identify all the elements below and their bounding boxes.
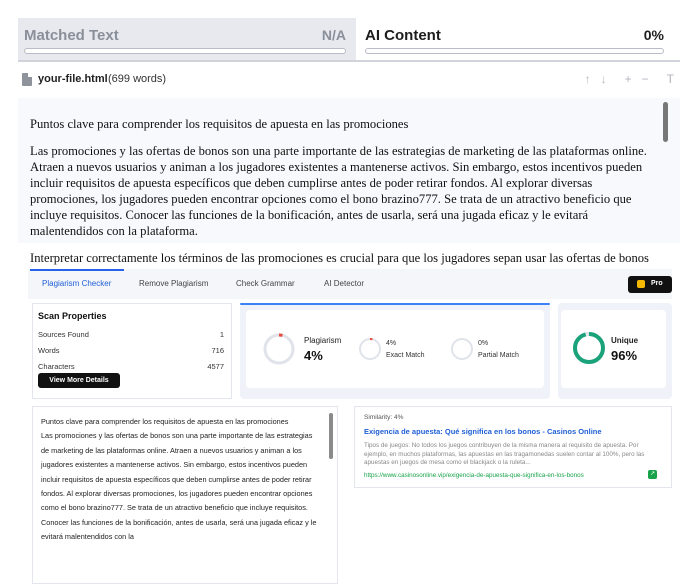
pro-button[interactable] (628, 276, 672, 293)
scan-row-label: Sources Found (38, 330, 89, 339)
file-icon (22, 73, 32, 86)
plus-icon[interactable]: + (624, 72, 632, 86)
stats-card (246, 310, 544, 388)
ai-content-panel (0, 0, 700, 265)
partial-match-ring (450, 337, 474, 361)
ai-content-progress-bar (365, 48, 664, 54)
external-link-icon[interactable]: ↗ (649, 471, 656, 477)
document-paragraph: Las promociones y las ofertas de bonos son una parte importante de las estrategias de marketing de las plataformas online. Atraen a nuevos usuarios y animan a los jugadores existentes a mantenerse activos. Sin embargo, estos incentivos pueden incluir requisitos de apuesta específicos que deben cumplirse antes de poder retirar fondos. Al explorar diversas promociones, los jugadores pueden encontrar opciones como el bono brazino777. Se trata de un atractivo beneficio que incluye requisitos. Conocer las funciones de la bonificación, antes de usarla, será una jugada eficaz y le evitará malentendidos con la plataforma. (30, 144, 647, 238)
unique-ring-fill (575, 334, 603, 362)
exact-match-ring-track (360, 339, 380, 359)
checked-text-paragraph: Puntos clave para comprender los requisitos de apuesta en las promociones (41, 417, 289, 426)
plagiarism-checker-panel (28, 266, 672, 584)
tab-plagiarism-checker[interactable]: Plagiarism Checker (42, 279, 112, 288)
word-count: (699 words) (108, 73, 167, 85)
checked-text-panel (32, 406, 338, 584)
view-more-details-button[interactable]: View More Details (38, 373, 120, 388)
tab-ai-content-value: 0% (643, 27, 664, 43)
pro-label: Pro (651, 280, 663, 287)
scan-row-value: 4577 (207, 362, 224, 371)
exact-match-ring (358, 337, 382, 361)
file-toolbar (585, 72, 674, 86)
result-tabs (18, 18, 680, 62)
source-match-card (354, 406, 672, 488)
scan-properties (32, 303, 232, 399)
tab-check-grammar[interactable]: Check Grammar (236, 279, 295, 288)
tab-ai-detector[interactable]: AI Detector (324, 279, 365, 288)
scan-row-label: Characters (38, 362, 75, 371)
unique-card (561, 310, 666, 388)
source-snippet: Tipos de juegos: No todos los juegos contribuyen de la misma manera al requisito de apuesta. Por ejemplo, en muchos plataformas, las apuestas en las tragamonedas suelen contar al 100%, pero las apuestas en juegos de mesa como el blackjack o la ruleta... (364, 442, 645, 466)
tab-matched-text[interactable] (18, 18, 356, 62)
unique-stats (558, 303, 672, 399)
plagiarism-value: 4% (304, 348, 323, 363)
document-viewer (18, 98, 680, 265)
minus-icon[interactable]: − (641, 72, 649, 86)
match-stats (240, 303, 550, 399)
similarity-label: Similarity: 4% (364, 414, 404, 421)
tool-nav (28, 269, 672, 299)
tab-remove-plagiarism[interactable]: Remove Plagiarism (139, 279, 209, 288)
scan-row-value: 1 (219, 330, 224, 339)
checked-text (41, 415, 321, 545)
scan-row-words (38, 346, 224, 355)
source-url-link[interactable]: https://www.casinosonline.vip/exigencia-de-apuesta-que-significa-en-los-bonos (364, 472, 584, 479)
unique-value: 96% (611, 348, 638, 363)
text-size-icon[interactable]: T (666, 72, 674, 86)
unique-ring (571, 330, 607, 366)
checked-text-scrollbar[interactable] (329, 413, 333, 459)
plagiarism-ring-track (265, 335, 293, 363)
tab-ai-content[interactable] (356, 18, 680, 62)
tab-matched-text-label: Matched Text (24, 27, 119, 44)
arrow-up-icon[interactable]: ↑ (584, 72, 591, 86)
file-header (18, 70, 680, 92)
document-paragraph: Interpretar correctamente los términos de las promociones es crucial para que los jugadores sepan usar las ofertas de bonos (30, 251, 649, 265)
plagiarism-ring (262, 332, 296, 366)
scan-properties-title: Scan Properties (38, 311, 107, 321)
partial-match-label: Partial Match (478, 352, 519, 359)
plagiarism-label: Plagiarism (304, 336, 342, 345)
exact-match-label: Exact Match (386, 352, 425, 359)
tab-matched-text-value: N/A (321, 27, 346, 43)
document-scrollbar[interactable] (663, 102, 668, 142)
scan-row-sources (38, 330, 224, 339)
stats-accent-bar (240, 303, 550, 305)
crown-icon (637, 280, 645, 288)
scan-row-label: Words (38, 346, 60, 355)
partial-match-value: 0% (478, 340, 489, 347)
partial-match-ring-track (452, 339, 472, 359)
scan-row-value: 716 (211, 346, 224, 355)
scan-row-characters (38, 362, 224, 371)
source-title-link[interactable]: Exigencia de apuesta: Qué significa en los bonos - Casinos Online (364, 427, 602, 436)
arrow-down-icon[interactable]: ↓ (600, 72, 607, 86)
matched-text-progress-bar (24, 48, 346, 54)
unique-label: Unique (611, 336, 639, 345)
active-tab-indicator (30, 269, 124, 271)
file-name: your-file.html (38, 73, 108, 85)
checked-text-paragraph: Las promociones y las ofertas de bonos son una parte importante de las estrategias de marketing de las plataformas online. Atraen a nuevos usuarios y animan a los jugadores existentes a mantenerse activos. Sin embargo, estos incentivos pueden incluir requisitos de apuesta específicos que deben cumplirse antes de poder retirar fondos. Al explorar diversas promociones, los jugadores pueden encontrar opciones como el bono brazino777. Se trata de un atractivo beneficio que incluye requisitos. Conocer las funciones de la bonificación, antes de usarla, será una jugada eficaz y le evitará malentendidos con la (41, 431, 317, 542)
tab-ai-content-label: AI Content (365, 27, 441, 44)
document-paragraph: Puntos clave para comprender los requisitos de apuesta en las promociones (30, 117, 409, 131)
exact-match-value: 4% (386, 340, 397, 347)
